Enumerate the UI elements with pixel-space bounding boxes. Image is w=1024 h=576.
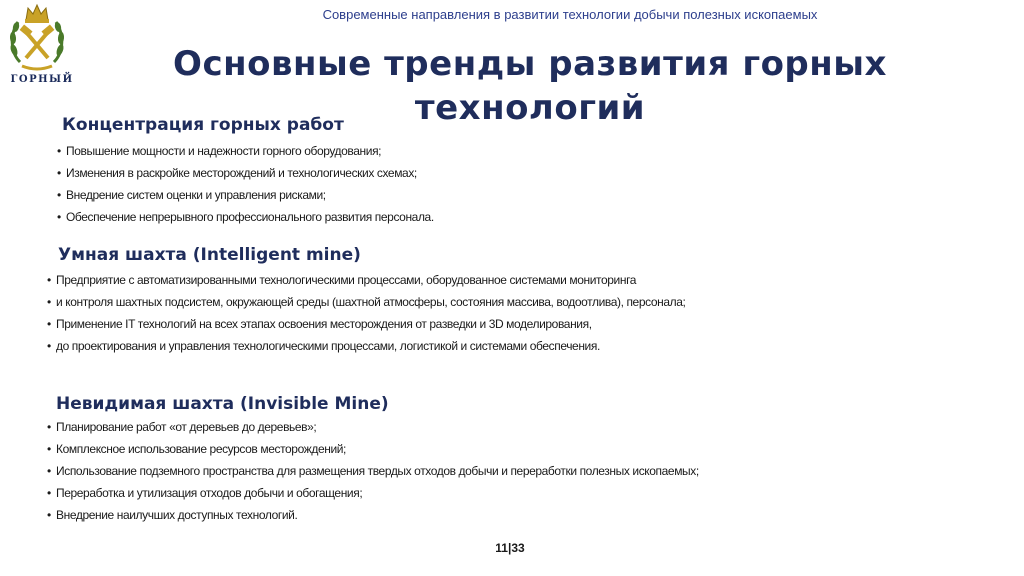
list-item: • Использование подземного пространства для размещения твердых отходов добычи и переработки полезных ископаемых;: [56, 460, 699, 482]
section-title-invisible-mine: Невидимая шахта (Invisible Mine): [56, 394, 389, 414]
university-logo: [6, 2, 74, 90]
list-item: • Внедрение систем оценки и управления рисками;: [66, 184, 434, 206]
slide-title: Основные тренды развития горных технологий: [173, 44, 887, 128]
crest-icon: [6, 2, 68, 74]
section-list-concentration: [66, 140, 434, 228]
list-item: • Переработка и утилизация отходов добычи и обогащения;: [56, 482, 699, 504]
section-title-concentration: Концентрация горных работ: [62, 115, 344, 135]
page-separator: |: [507, 541, 512, 555]
section-list-invisible-mine: [56, 416, 699, 526]
section-list-intelligent-mine: [56, 269, 685, 357]
logo-text: ГОРНЫЙ: [10, 74, 74, 85]
list-item: • и контроля шахтных подсистем, окружающей среды (шахтной атмосферы, состояния массива, водоотлива), персонала;: [56, 291, 685, 313]
list-item: • Предприятие с автоматизированными технологическими процессами, оборудованное системами мониторинга: [56, 269, 685, 291]
page-number: [470, 541, 550, 555]
slide-header: Современные направления в развитии технологии добычи полезных ископаемых: [322, 7, 818, 22]
page-current: 11: [495, 541, 508, 555]
section-title-intelligent-mine: Умная шахта (Intelligent mine): [58, 245, 361, 265]
list-item: • до проектирования и управления технологическими процессами, логистикой и системами обеспечения.: [56, 335, 685, 357]
list-item: • Внедрение наилучших доступных технологий.: [56, 504, 699, 526]
list-item: • Обеспечение непрерывного профессионального развития персонала.: [66, 206, 434, 228]
page-total: 33: [511, 541, 525, 555]
list-item: • Комплексное использование ресурсов месторождений;: [56, 438, 699, 460]
list-item: • Применение IT технологий на всех этапах освоения месторождения от разведки и 3D моделирования,: [56, 313, 685, 335]
list-item: • Повышение мощности и надежности горного оборудования;: [66, 140, 434, 162]
list-item: • Изменения в раскройке месторождений и технологических схемах;: [66, 162, 434, 184]
list-item: • Планирование работ «от деревьев до деревьев»;: [56, 416, 699, 438]
